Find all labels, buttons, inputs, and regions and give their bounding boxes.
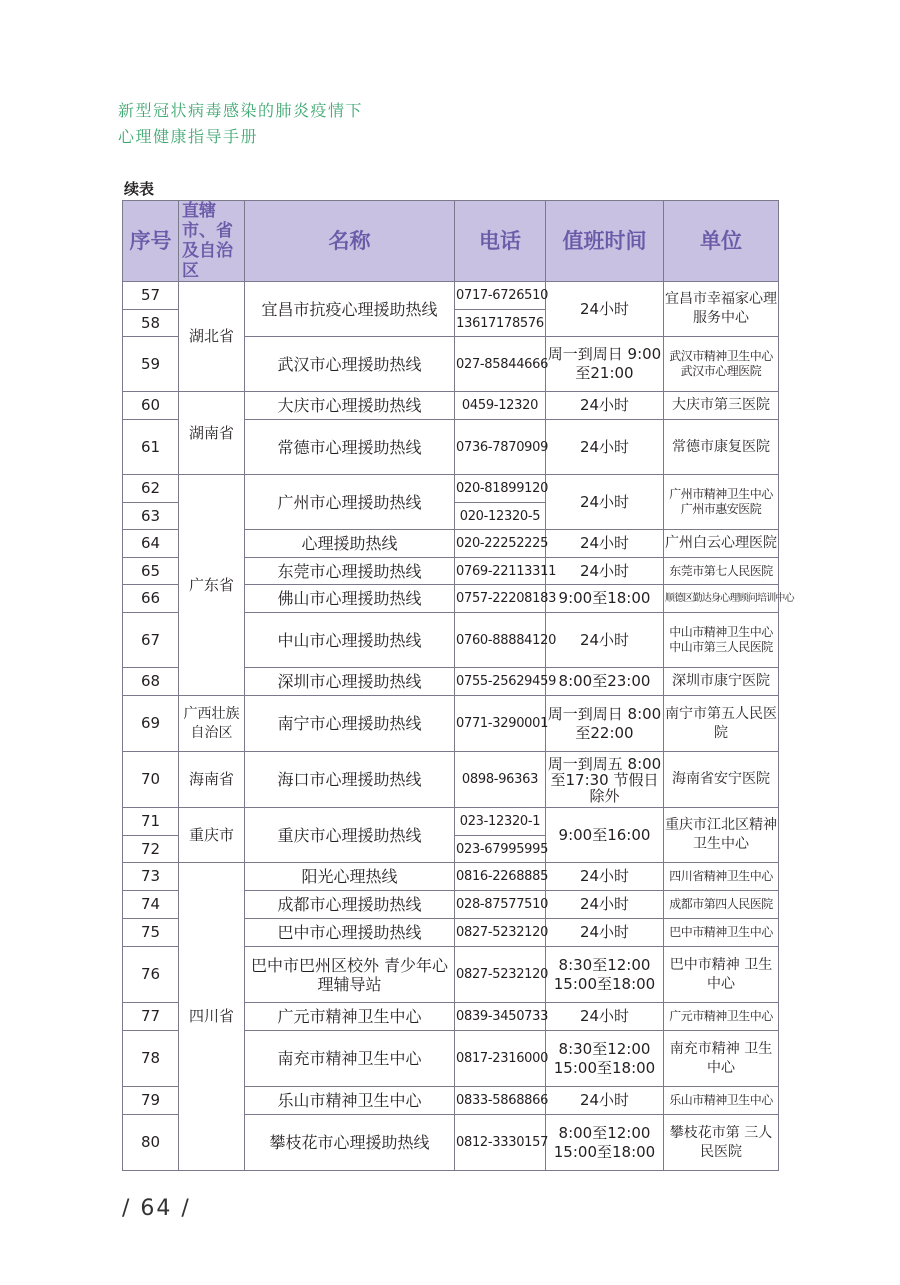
row-hours: 9:00至16:00 bbox=[546, 808, 664, 863]
row-province: 广西壮族自治区 bbox=[179, 696, 245, 752]
row-org: 重庆市江北区精神卫生中心 bbox=[664, 808, 779, 863]
row-seq: 71 bbox=[123, 808, 179, 836]
row-org: 巴中市精神卫生中心 bbox=[664, 919, 779, 947]
row-hours: 24小时 bbox=[546, 282, 664, 337]
row-org: 广元市精神卫生中心 bbox=[664, 1003, 779, 1031]
row-seq: 74 bbox=[123, 891, 179, 919]
row-seq: 60 bbox=[123, 392, 179, 420]
row-hours: 24小时 bbox=[546, 919, 664, 947]
row-name: 广元市精神卫生中心 bbox=[245, 1003, 455, 1031]
row-name: 乐山市精神卫生中心 bbox=[245, 1087, 455, 1115]
row-name: 攀枝花市心理援助热线 bbox=[245, 1115, 455, 1171]
row-phone: 020-22252225 bbox=[455, 530, 546, 558]
row-phone: 0736-7870909 bbox=[455, 420, 546, 475]
row-seq: 75 bbox=[123, 919, 179, 947]
table-row bbox=[123, 282, 779, 310]
row-seq: 77 bbox=[123, 1003, 179, 1031]
row-name: 南宁市心理援助热线 bbox=[245, 696, 455, 752]
row-name: 大庆市心理援助热线 bbox=[245, 392, 455, 420]
row-seq: 65 bbox=[123, 558, 179, 585]
row-seq: 76 bbox=[123, 947, 179, 1003]
row-seq: 57 bbox=[123, 282, 179, 310]
row-hours: 周一到周五 8:00至17:30 节假日除外 bbox=[546, 752, 664, 808]
table-row bbox=[123, 475, 779, 503]
row-hours: 周一到周日 8:00至22:00 bbox=[546, 696, 664, 752]
row-seq: 66 bbox=[123, 585, 179, 613]
table-row bbox=[123, 863, 779, 891]
header-title: 新型冠状病毒感染的肺炎疫情下 bbox=[118, 101, 364, 120]
row-seq: 61 bbox=[123, 420, 179, 475]
row-hours: 24小时 bbox=[546, 475, 664, 530]
row-name: 成都市心理援助热线 bbox=[245, 891, 455, 919]
row-phone: 020-12320-5 bbox=[455, 503, 546, 530]
row-phone: 0827-5232120 bbox=[455, 947, 546, 1003]
row-name: 重庆市心理援助热线 bbox=[245, 808, 455, 863]
row-phone: 0816-2268885 bbox=[455, 863, 546, 891]
table-row bbox=[123, 696, 779, 752]
row-seq: 70 bbox=[123, 752, 179, 808]
row-phone: 0839-3450733 bbox=[455, 1003, 546, 1031]
page-number: / 64 / bbox=[122, 1196, 191, 1221]
row-hours: 24小时 bbox=[546, 530, 664, 558]
row-org: 广州市精神卫生中心 广州市惠安医院 bbox=[664, 475, 779, 530]
row-org: 深圳市康宁医院 bbox=[664, 668, 779, 696]
row-phone: 0459-12320 bbox=[455, 392, 546, 420]
row-org: 乐山市精神卫生中心 bbox=[664, 1087, 779, 1115]
row-phone: 0757-22208183 bbox=[455, 585, 546, 613]
row-phone: 0760-88884120 bbox=[455, 613, 546, 668]
row-seq: 69 bbox=[123, 696, 179, 752]
row-phone: 0769-22113311 bbox=[455, 558, 546, 585]
row-name: 阳光心理热线 bbox=[245, 863, 455, 891]
row-phone: 0717-6726510 bbox=[455, 282, 546, 310]
row-phone: 13617178576 bbox=[455, 310, 546, 337]
row-org: 成都市第四人民医院 bbox=[664, 891, 779, 919]
row-hours: 24小时 bbox=[546, 863, 664, 891]
row-province: 湖南省 bbox=[179, 392, 245, 475]
row-hours: 24小时 bbox=[546, 420, 664, 475]
col-header-province: 直辖市、省及自治区 bbox=[179, 201, 245, 282]
row-name: 南充市精神卫生中心 bbox=[245, 1031, 455, 1087]
row-name: 武汉市心理援助热线 bbox=[245, 337, 455, 392]
row-name: 广州市心理援助热线 bbox=[245, 475, 455, 530]
col-header-hours: 值班时间 bbox=[546, 201, 664, 282]
row-hours: 24小时 bbox=[546, 891, 664, 919]
row-hours: 8:30至12:00 15:00至18:00 bbox=[546, 947, 664, 1003]
row-phone: 028-87577510 bbox=[455, 891, 546, 919]
row-hours: 8:00至23:00 bbox=[546, 668, 664, 696]
row-hours: 8:30至12:00 15:00至18:00 bbox=[546, 1031, 664, 1087]
row-phone: 0833-5868866 bbox=[455, 1087, 546, 1115]
row-name: 深圳市心理援助热线 bbox=[245, 668, 455, 696]
row-org: 巴中市精神 卫生中心 bbox=[664, 947, 779, 1003]
hotline-table bbox=[122, 200, 794, 1171]
row-name: 巴中市心理援助热线 bbox=[245, 919, 455, 947]
row-org: 海南省安宁医院 bbox=[664, 752, 779, 808]
row-org: 四川省精神卫生中心 bbox=[664, 863, 779, 891]
row-name: 海口市心理援助热线 bbox=[245, 752, 455, 808]
row-name: 东莞市心理援助热线 bbox=[245, 558, 455, 585]
row-phone: 0817-2316000 bbox=[455, 1031, 546, 1087]
row-org: 宜昌市幸福家心理服务中心 bbox=[664, 282, 779, 337]
row-seq: 62 bbox=[123, 475, 179, 503]
row-seq: 79 bbox=[123, 1087, 179, 1115]
row-name: 中山市心理援助热线 bbox=[245, 613, 455, 668]
table-row bbox=[123, 392, 779, 420]
row-seq: 64 bbox=[123, 530, 179, 558]
row-seq: 63 bbox=[123, 503, 179, 530]
row-phone: 027-85844666 bbox=[455, 337, 546, 392]
row-hours: 24小时 bbox=[546, 613, 664, 668]
row-phone: 020-81899120 bbox=[455, 475, 546, 503]
row-org: 常德市康复医院 bbox=[664, 420, 779, 475]
row-org: 中山市精神卫生中心 中山市第三人民医院 bbox=[664, 613, 779, 668]
col-header-seq: 序号 bbox=[123, 201, 179, 282]
row-province: 海南省 bbox=[179, 752, 245, 808]
row-org: 大庆市第三医院 bbox=[664, 392, 779, 420]
row-province: 广东省 bbox=[179, 475, 245, 696]
row-name: 宜昌市抗疫心理援助热线 bbox=[245, 282, 455, 337]
row-name: 常德市心理援助热线 bbox=[245, 420, 455, 475]
row-hours: 24小时 bbox=[546, 392, 664, 420]
row-seq: 73 bbox=[123, 863, 179, 891]
row-province: 重庆市 bbox=[179, 808, 245, 863]
row-name: 巴中市巴州区校外 青少年心理辅导站 bbox=[245, 947, 455, 1003]
row-phone: 0827-5232120 bbox=[455, 919, 546, 947]
row-name: 心理援助热线 bbox=[245, 530, 455, 558]
row-phone: 023-67995995 bbox=[455, 836, 546, 863]
table-caption: 续表 bbox=[124, 180, 155, 198]
row-hours: 8:00至12:00 15:00至18:00 bbox=[546, 1115, 664, 1171]
row-province: 湖北省 bbox=[179, 282, 245, 392]
row-hours: 周一到周日 9:00至21:00 bbox=[546, 337, 664, 392]
row-phone: 023-12320-1 bbox=[455, 808, 546, 836]
row-org: 南宁市第五人民医院 bbox=[664, 696, 779, 752]
running-header bbox=[118, 98, 363, 150]
row-hours: 24小时 bbox=[546, 1003, 664, 1031]
row-org: 广州白云心理医院 bbox=[664, 530, 779, 558]
row-hours: 24小时 bbox=[546, 558, 664, 585]
row-phone: 0771-3290001 bbox=[455, 696, 546, 752]
row-seq: 58 bbox=[123, 310, 179, 337]
row-org: 南充市精神 卫生中心 bbox=[664, 1031, 779, 1087]
row-org: 武汉市精神卫生中心武汉市心理医院 bbox=[664, 337, 779, 392]
row-name: 佛山市心理援助热线 bbox=[245, 585, 455, 613]
col-header-phone: 电话 bbox=[455, 201, 546, 282]
row-org: 攀枝花市第 三人民医院 bbox=[664, 1115, 779, 1171]
row-hours: 9:00至18:00 bbox=[546, 585, 664, 613]
table-row bbox=[123, 808, 779, 836]
row-seq: 68 bbox=[123, 668, 179, 696]
row-province: 四川省 bbox=[179, 863, 245, 1171]
col-header-org: 单位 bbox=[664, 201, 779, 282]
row-org: 顺德区勤达身心理顾问培训中心 bbox=[664, 585, 779, 613]
row-phone: 0812-3330157 bbox=[455, 1115, 546, 1171]
table-row bbox=[123, 752, 779, 808]
row-phone: 0755-25629459 bbox=[455, 668, 546, 696]
row-seq: 72 bbox=[123, 836, 179, 863]
row-org: 东莞市第七人民医院 bbox=[664, 558, 779, 585]
row-hours: 24小时 bbox=[546, 1087, 664, 1115]
col-header-name: 名称 bbox=[245, 201, 455, 282]
table-header-row bbox=[123, 201, 779, 282]
row-seq: 80 bbox=[123, 1115, 179, 1171]
row-seq: 78 bbox=[123, 1031, 179, 1087]
header-subtitle: 心理健康指导手册 bbox=[118, 127, 259, 146]
row-phone: 0898-96363 bbox=[455, 752, 546, 808]
row-seq: 59 bbox=[123, 337, 179, 392]
row-seq: 67 bbox=[123, 613, 179, 668]
